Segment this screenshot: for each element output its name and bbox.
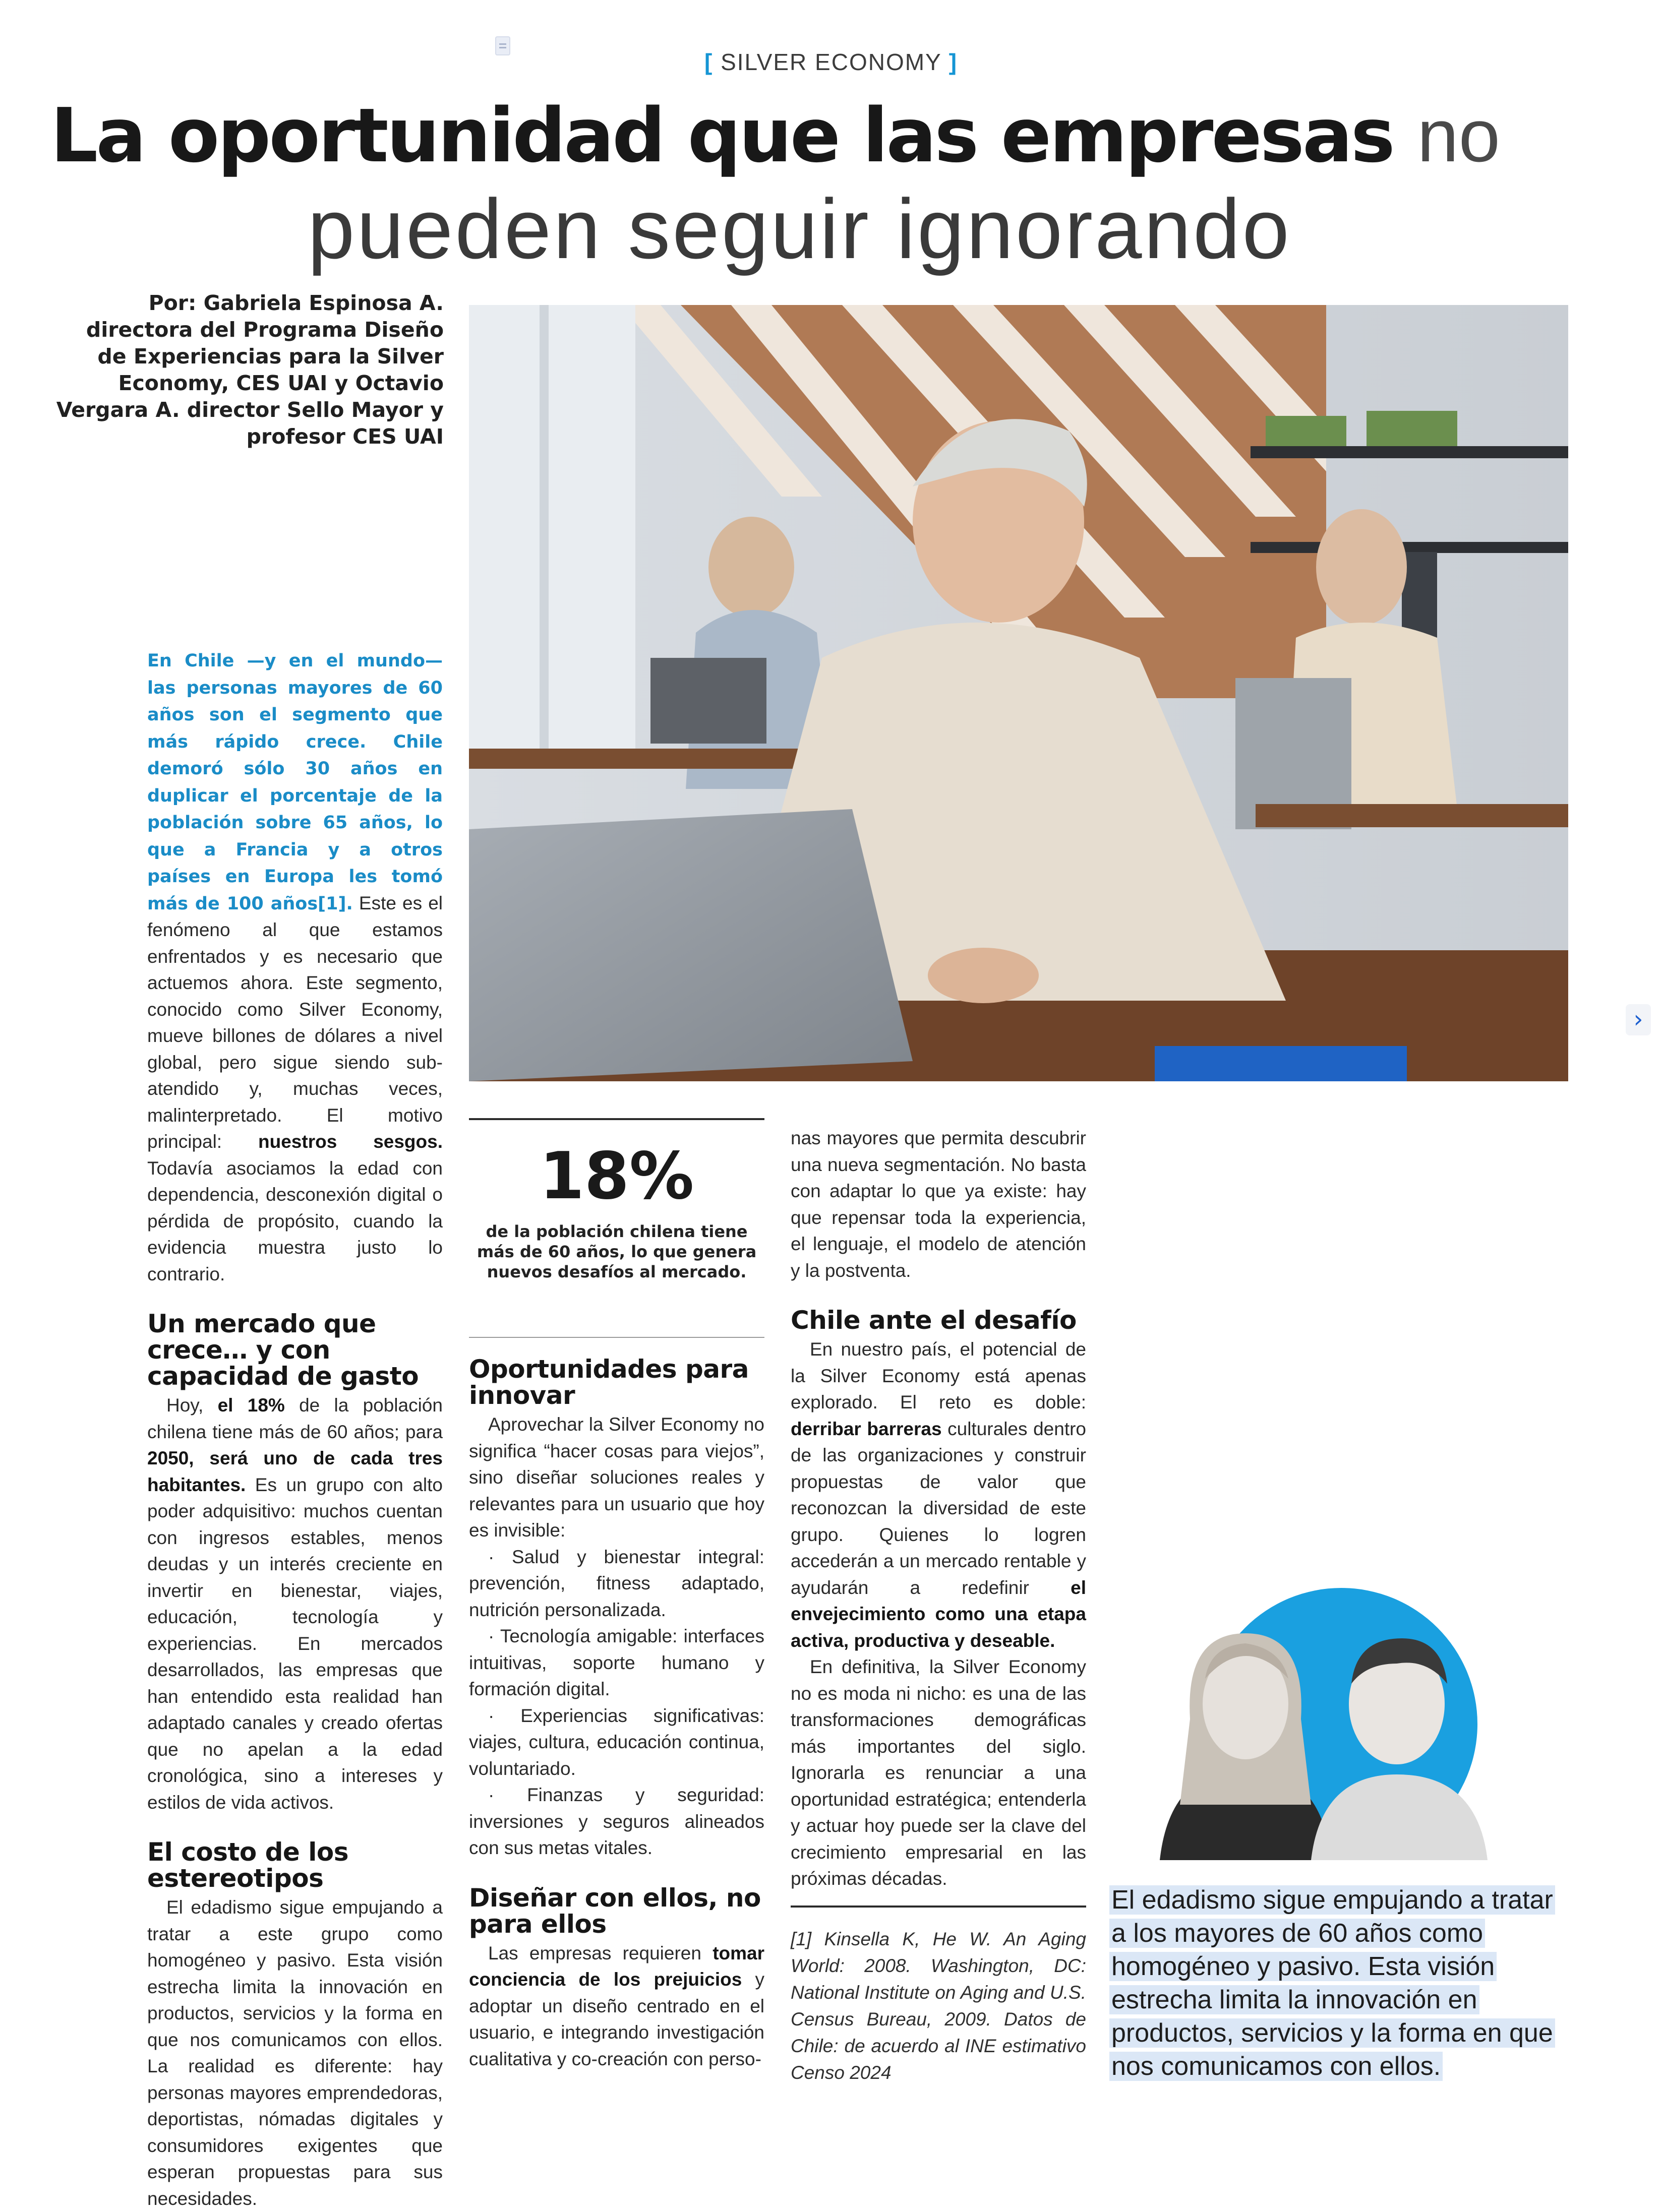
chile-bold-1: derribar barreras xyxy=(791,1418,942,1439)
continuation-paragraph: nas mayores que permita descubrir una nueva segmentación. No basta con adaptar lo que ya existe: hay que repensar toda la experiencia, el lenguaje, el modelo de atención y la postventa. xyxy=(791,1128,1086,1281)
disenar-bold: tomar conciencia de los prejuicios xyxy=(469,1942,764,1990)
column-3 xyxy=(791,1125,1086,1892)
disenar-paragraph xyxy=(469,1940,764,2073)
footnote: [1] Kinsella K, He W. An Aging World: 2008. Washington, DC: National Institute on Aging and U.S. Census Bureau, 2009. Datos de Chile: de acuerdo al INE estimativo Censo 2024 xyxy=(791,1929,1086,2083)
article-photo xyxy=(469,305,1568,1081)
pull-quote-text: El edadismo sigue empujando a tratar a los mayores de 60 años como homogéneo y pasivo. Esta visión estrecha limita la innovación en productos, servicios y la forma en que nos comunicamos con ellos. xyxy=(1109,1885,1555,2081)
stat-box xyxy=(469,1118,764,1338)
heading-costo: El costo de los estereotipos xyxy=(147,1837,348,1893)
mercado-text-d: Es un grupo con alto poder adquisitivo: muchos cuentan con ingresos estables, menos deudas y un interés creciente en invertir en bienestar, viajes, educación, tecnología y experiencias. En mercados desarrollados, las empresas que han entendido esta realidad han adaptado canales y creado ofertas que no apelan a la edad cronológica, sino a intereses y estilos de vida activos. xyxy=(147,1474,443,1813)
section-label: SILVER ECONOMY xyxy=(721,49,941,75)
section-bracket-close: ] xyxy=(948,49,958,75)
stat-text: de la población chilena tiene más de 60 años, lo que genera nuevos desafíos al mercado. xyxy=(477,1221,757,1281)
headline-line-1 xyxy=(50,92,1501,179)
headline-light-word: no xyxy=(1417,94,1501,177)
mercado-text-c: de la población chilena tiene más de 60 años; para xyxy=(147,1395,443,1442)
intro-text-a: Este es el fenómeno al que estamos enfrentados y es necesario que actuemos ahora. Este segmento, conocido como Silver Economy, mueve billones de dólares a nivel global, pero sigue siendo sub-atendido y, muchas veces, malinterpretado. El motivo principal: xyxy=(147,892,443,1152)
heading-mercado: Un mercado que crece… y con capacidad de gasto xyxy=(147,1309,419,1391)
bullet-salud: · Salud y bienestar integral: prevención, fitness adaptado, nutrición personalizada. xyxy=(469,1546,764,1620)
byline: Por: Gabriela Espinosa A. directora del Programa Diseño de Experiencias para la Silver Economy, CES UAI y Octavio Vergara A. director Sello Mayor y profesor CES UAI xyxy=(56,291,444,449)
mercado-text-a: Hoy, xyxy=(166,1395,218,1416)
intro-paragraph xyxy=(147,647,443,1287)
heading-oportunidades: Oportunidades para innovar xyxy=(469,1355,749,1410)
chile-bold-2: el envejecimiento como una etapa activa, productiva y deseable. xyxy=(791,1577,1086,1651)
chile-paragraph xyxy=(791,1336,1086,1654)
headline-line-2: pueden seguir ignorando xyxy=(308,181,1291,276)
intro-text-b: Todavía asociamos la edad con dependencia, desconexión digital o pérdida de propósito, cuando la evidencia muestra justo lo contrario. xyxy=(147,1157,443,1284)
next-page-button[interactable] xyxy=(1626,1004,1651,1035)
pull-quote xyxy=(1109,1883,1553,2083)
headline-bold: La oportunidad que las empresas xyxy=(50,92,1393,179)
costo-paragraph: El edadismo sigue empujando a tratar a este grupo como homogéneo y pasivo. Esta visión estrecha limita la innovación en productos, servicios y la forma en que nos comunicamos con ellos. La realidad es diferente: hay personas mayores emprendedoras, deportistas, nómadas digitales y consumidores exigentes que esperan propuestas para sus necesidades. xyxy=(147,1897,443,2209)
intro-bold: nuestros sesgos. xyxy=(258,1131,443,1152)
lead-text: En Chile —y en el mundo— las personas mayores de 60 años son el segmento que más rápido crece. Chile demoró sólo 30 años en duplicar el porcentaje de la población sobre 65 años, lo que a Francia y a otros países en Europa les tomó más de 100 años[1]. xyxy=(147,651,443,914)
heading-chile: Chile ante el desafío xyxy=(791,1306,1077,1335)
mercado-bold-2: 2050, será uno de cada tres habitantes. xyxy=(147,1448,443,1495)
mercado-paragraph xyxy=(147,1392,443,1816)
mercado-bold-1: el 18% xyxy=(217,1395,285,1416)
authors-portrait xyxy=(1130,1588,1503,1860)
bullet-tecnologia: · Tecnología amigable: interfaces intuitivas, soporte humano y formación digital. xyxy=(469,1626,764,1699)
disenar-text-a: Las empresas requieren xyxy=(488,1942,713,1963)
final-paragraph: En definitiva, la Silver Economy no es moda ni nicho: es una de las transformaciones demográficas más importantes del siglo. Ignorarla es renunciar a una oportunidad estratégica; entenderla y actuar hoy puede ser la clave del crecimiento empresarial en las próximas décadas. xyxy=(791,1656,1086,1889)
oportunidades-paragraph: Aprovechar la Silver Economy no significa “hacer cosas para viejos”, sino diseñar soluciones reales y relevantes para un usuario que hoy es invisible: xyxy=(469,1414,764,1541)
section-tag xyxy=(0,48,1662,76)
bullet-experiencias: · Experiencias significativas: viajes, cultura, educación continua, voluntariado. xyxy=(469,1705,764,1779)
chevron-right-icon: › xyxy=(1633,1005,1643,1033)
disenar-text-b: y adoptar un diseño centrado en el usuario, e integrando investigación cualitativa y co-creación con perso- xyxy=(469,1969,764,2069)
chile-text-b: culturales dentro de las organizaciones y construir propuestas de valor que reconozcan la diversidad de este grupo. Quienes lo logren accederán a un mercado rentable y ayudarán a redefinir xyxy=(791,1418,1086,1598)
stat-number: 18% xyxy=(539,1139,694,1214)
heading-disenar: Diseñar con ellos, no para ellos xyxy=(469,1883,761,1939)
chile-text-a: En nuestro país, el potencial de la Silver Economy está apenas explorado. El reto es doble: xyxy=(791,1339,1086,1412)
column-1 xyxy=(147,647,443,2212)
section-bracket-open: [ xyxy=(704,49,714,75)
bullet-finanzas: · Finanzas y seguridad: inversiones y seguros alineados con sus metas vitales. xyxy=(469,1785,764,1858)
footnote-divider xyxy=(791,1906,1086,1908)
column-2 xyxy=(469,1356,764,2072)
